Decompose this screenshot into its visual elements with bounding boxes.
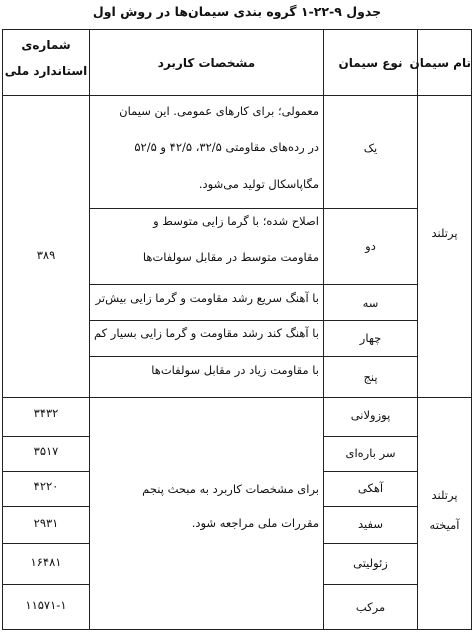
standard-number-composite: ۱۱۵۷۱-۱ xyxy=(25,598,67,612)
table-caption: جدول ۹-۲۲-۱ گروه بندی سیمان‌ها در روش اول xyxy=(92,4,382,19)
cement-type-white: سفید xyxy=(358,517,383,531)
header-standard-line1: شماره‌ی xyxy=(21,38,71,52)
header-cement-type: نوع سیمان xyxy=(338,56,403,70)
standard-number-pozzolanic: ۳۴۳۲ xyxy=(33,406,59,420)
cement-type-3: سه xyxy=(362,296,379,310)
cement-type-zeolitic: زئولیتی xyxy=(353,556,388,570)
spec-type-1-line1: معمولی؛ برای کارهای عمومی. این سیمان xyxy=(119,104,319,118)
cement-name-portland: پرتلند xyxy=(431,226,458,240)
header-usage-spec: مشخصات کاربرد xyxy=(157,56,256,70)
spec-type-2-line1: اصلاح شده؛ با گرما زایی متوسط و xyxy=(153,214,319,228)
cement-type-limestone: آهکی xyxy=(357,481,384,495)
cement-name-blended-line2: آمیخته xyxy=(429,518,460,532)
standard-number-slag: ۳۵۱۷ xyxy=(33,444,59,458)
spec-type-1-line3: مگاپاسکال تولید می‌شود. xyxy=(198,177,319,191)
spec-type-4: با آهنگ کند رشد مقاومت و گرما زایی بسیار کم xyxy=(93,326,319,340)
standard-number-zeolitic: ۱۶۴۸۱ xyxy=(30,555,62,569)
spec-type-1-line2: در رده‌های مقاومتی ۳۲/۵، ۴۲/۵ و ۵۲/۵ xyxy=(134,140,319,154)
spec-type-5: با مقاومت زیاد در مقابل سولفات‌ها xyxy=(151,363,319,377)
cement-type-pozzolanic: پوزولانی xyxy=(350,408,391,422)
standard-number-portland: ۳۸۹ xyxy=(36,248,56,262)
header-cement-name: نام سیمان xyxy=(409,56,471,70)
header-standard-line2: استاندارد ملی xyxy=(4,64,88,78)
cement-type-composite: مرکب xyxy=(355,600,386,614)
spec-type-3: با آهنگ سریع رشد مقاومت و گرما زایی بیش‌تر xyxy=(95,291,319,305)
spec-blended-line1: برای مشخصات کاربرد به مبحث پنجم xyxy=(142,482,319,496)
cement-type-slag: سر باره‌ای xyxy=(345,446,396,460)
cement-type-2: دو xyxy=(365,239,376,253)
cement-type-4: چهار xyxy=(359,331,382,345)
spec-blended-line2: مقررات ملی مراجعه شود. xyxy=(191,516,319,530)
cement-name-blended-line1: پرتلند xyxy=(431,488,458,502)
spec-type-2-line2: مقاومت متوسط در مقابل سولفات‌ها xyxy=(142,250,319,264)
cement-type-5: پنج xyxy=(363,370,378,384)
cement-type-1: یک xyxy=(363,141,378,155)
standard-number-white: ۲۹۳۱ xyxy=(33,516,59,530)
standard-number-limestone: ۴۲۲۰ xyxy=(33,479,59,493)
